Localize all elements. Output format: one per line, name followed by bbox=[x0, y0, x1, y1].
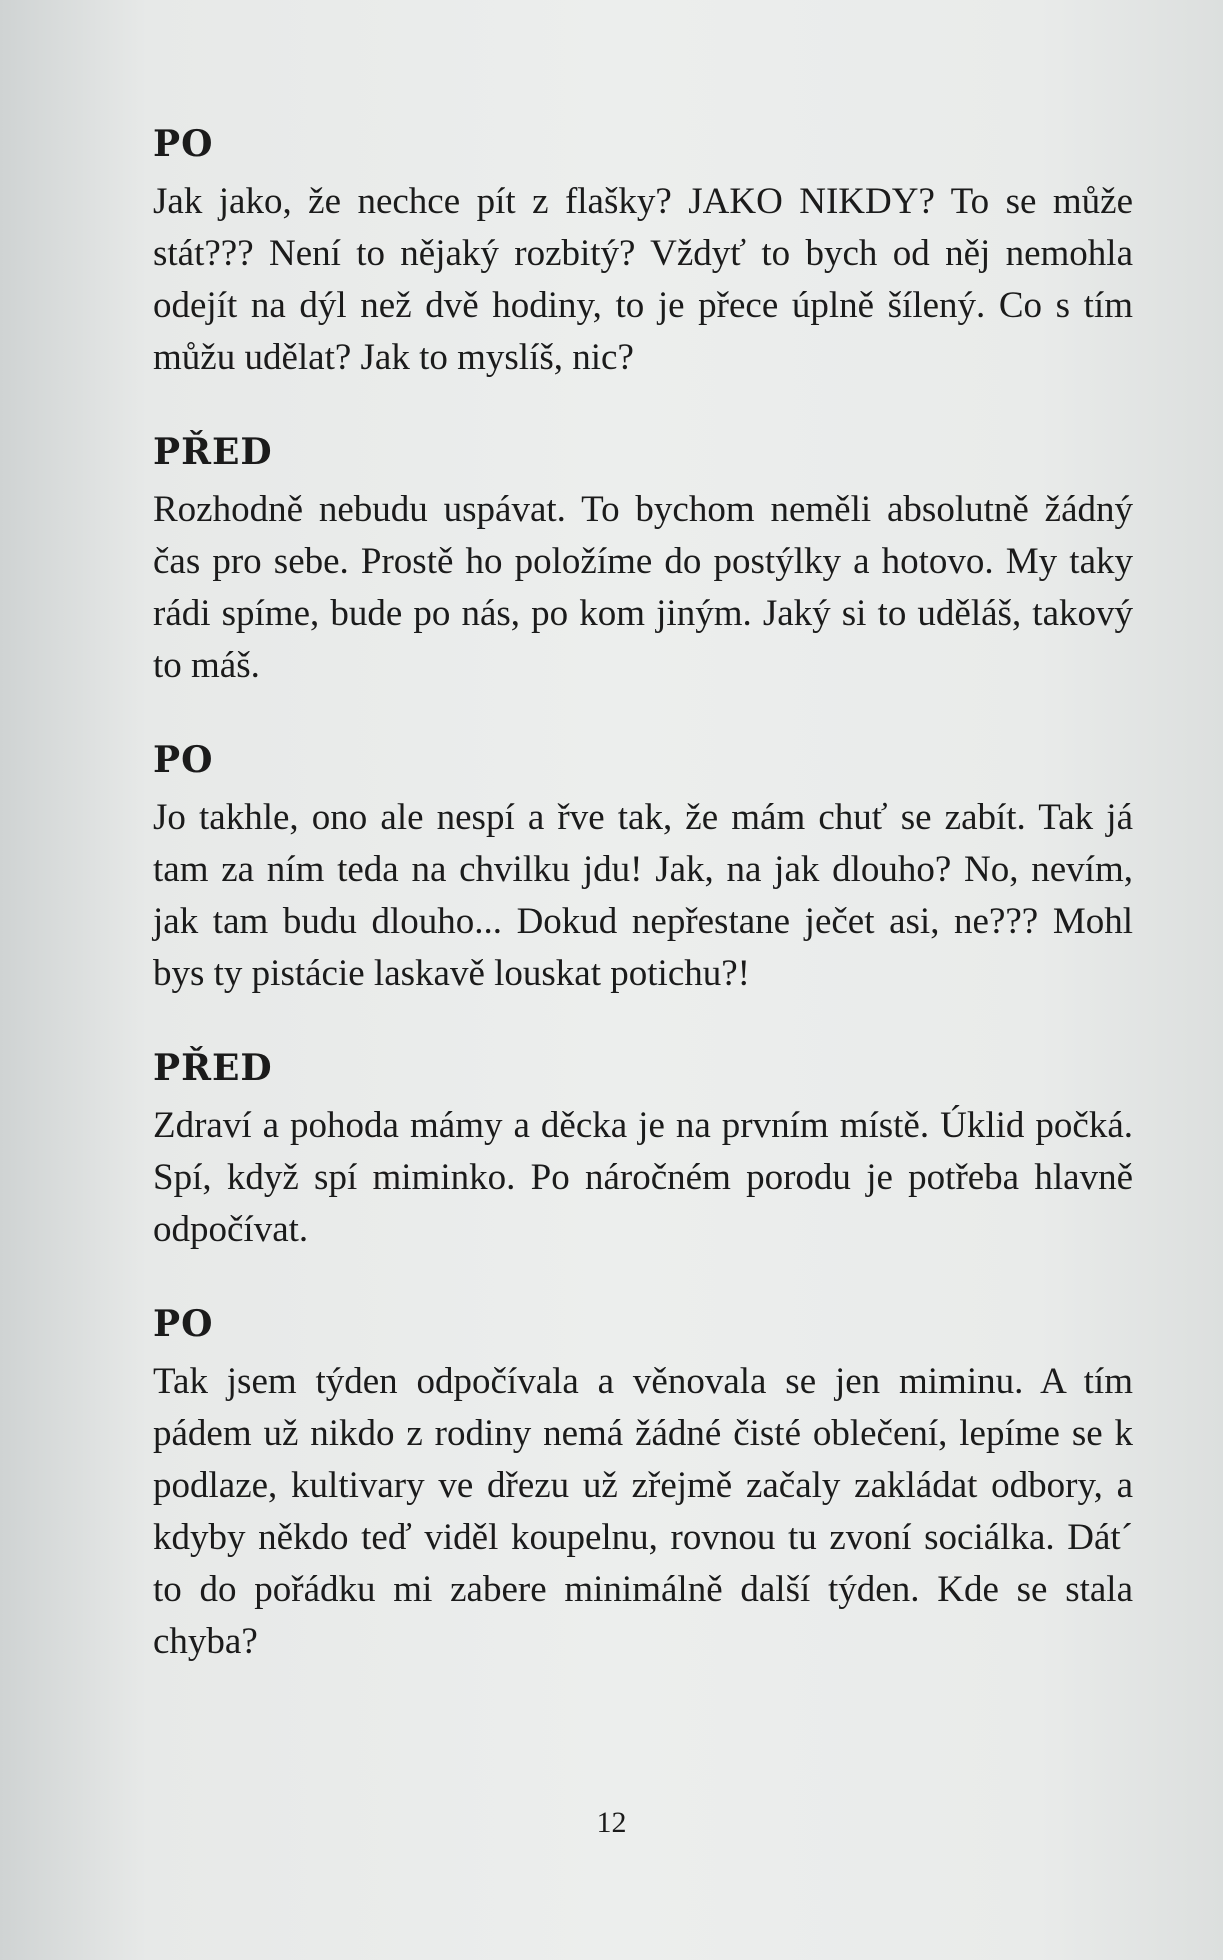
section-2 bbox=[145, 428, 1140, 692]
page-number: 12 bbox=[596, 1806, 627, 1839]
section-heading: PO bbox=[153, 1303, 214, 1345]
section-paragraph: Rozhodně nebudu uspávat. To bychom neměli absolutně žádný čas pro sebe. Prostě ho položíme do postýlky a hotovo. My taky rádi spíme, bude po nás, po kom jiným. Jaký si to uděláš, takový to máš. bbox=[153, 489, 1133, 686]
section-heading: PO bbox=[153, 739, 214, 781]
section-heading: PŘED bbox=[153, 431, 273, 473]
section-1 bbox=[145, 120, 1140, 384]
section-4 bbox=[145, 1044, 1140, 1256]
section-paragraph: Zdraví a pohoda mámy a děcka je na prvním místě. Úklid počká. Spí, když spí miminko. Po náročném porodu je potřeba hlavně odpočívat. bbox=[153, 1105, 1133, 1250]
page-content bbox=[145, 120, 1140, 1712]
section-paragraph: Jak jako, že nechce pít z flašky? JAKO NIKDY? To se může stát??? Není to nějaký rozbitý? Vždyť to bych od něj nemohla odejít na dýl než dvě hodiny, to je přece úplně šílený. Co s tím můžu udělat? Jak to myslíš, nic? bbox=[153, 181, 1133, 378]
section-heading: PŘED bbox=[153, 1047, 273, 1089]
section-paragraph: Tak jsem týden odpočívala a věnovala se jen miminu. A tím pádem už nikdo z rodiny nemá žádné čisté oblečení, lepíme se k podlaze, kultivary ve dřezu už zřejmě začaly zakládat odbory, a kdyby někdo teď viděl koupelnu, rovnou tu zvoní sociálka. Dát´ to do pořádku mi zabere minimálně další týden. Kde se stala chyba? bbox=[153, 1361, 1133, 1662]
section-5 bbox=[145, 1300, 1140, 1668]
section-3 bbox=[145, 736, 1140, 1000]
section-heading: PO bbox=[153, 123, 214, 165]
section-paragraph: Jo takhle, ono ale nespí a řve tak, že mám chuť se zabít. Tak já tam za ním teda na chvilku jdu! Jak, na jak dlouho? No, nevím, jak tam budu dlouho... Dokud nepřestane ječet asi, ne??? Mohl bys ty pistácie laskavě louskat potichu?! bbox=[153, 797, 1133, 994]
